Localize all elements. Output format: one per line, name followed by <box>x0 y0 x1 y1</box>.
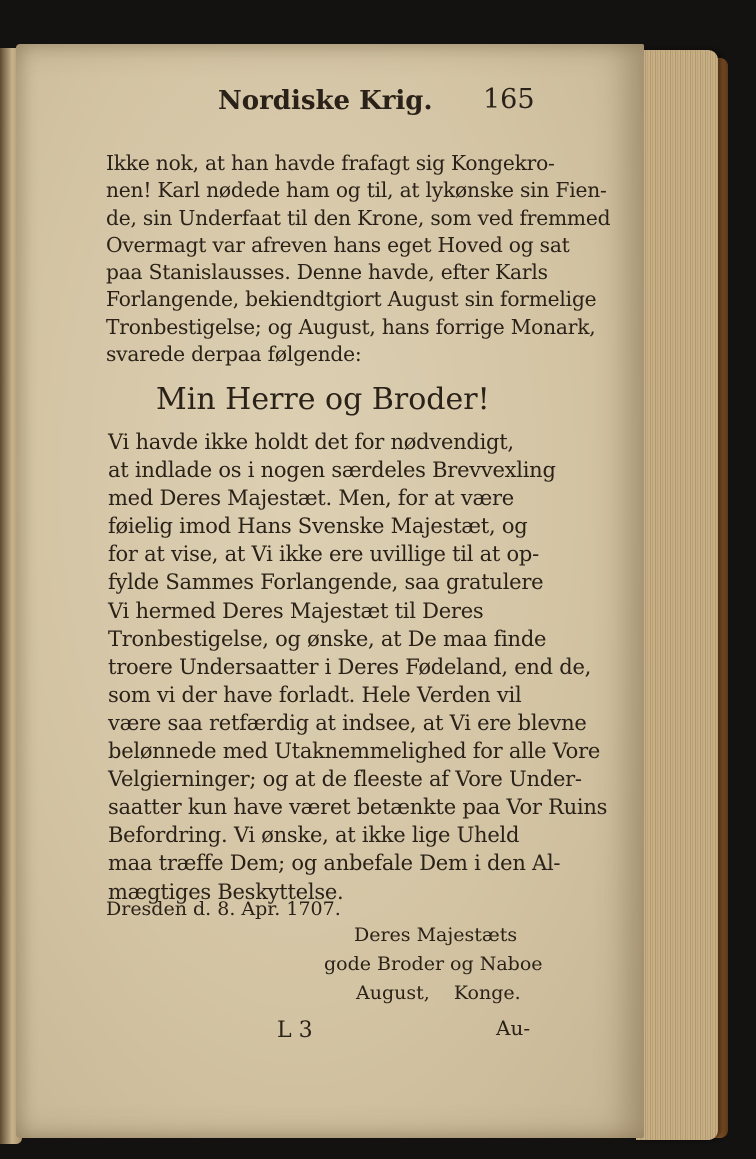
signature-line-3 <box>356 982 521 1004</box>
letter-line: Velgierninger; og at de fleeste af Vore Under- <box>108 767 582 792</box>
text-line: de, sin Underfaat til den Krone, som ved fremmed <box>106 205 611 230</box>
letter-line: at indlade os i nogen særdeles Brevvexling <box>108 458 556 483</box>
page-number: 165 <box>483 84 535 115</box>
letter-line: Tronbestigelse, og ønske, at De maa finde <box>108 626 547 651</box>
letter-line: saatter kun have været betænkte paa Vor Ruins <box>108 795 608 820</box>
letter-line: mægtiges Beskyttelse. <box>108 879 344 904</box>
letter-line: Vi hermed Deres Majestæt til Deres <box>108 598 484 623</box>
signature-title: Konge. <box>453 982 521 1004</box>
letter-line: Vi havde ikke holdt det for nødvendigt, <box>108 430 514 454</box>
text-line: nen! Karl nødede ham og til, at lykønske sin Fien- <box>106 178 607 203</box>
letter-line: Befordring. Vi ønske, at ikke lige Uheld <box>108 823 520 848</box>
signature-line-1: Deres Majestæts <box>354 924 518 946</box>
letter-line: maa træffe Dem; og anbefale Dem i den Al- <box>108 851 561 876</box>
text-line: Tronbestigelse; og August, hans forrige Monark, <box>106 314 596 339</box>
letter-line: belønnede med Utaknemmelighed for alle Vore <box>108 739 601 764</box>
letter-line: troere Undersaatter i Deres Fødeland, end de, <box>108 654 592 679</box>
catchword: Au- <box>496 1016 531 1040</box>
text-line: Ikke nok, at han havde frafagt sig Kongekro- <box>106 151 555 175</box>
signature-line-2: gode Broder og Naboe <box>324 953 543 975</box>
letter-line: føielig imod Hans Svenske Majestæt, og <box>108 514 528 539</box>
letter-line: med Deres Majestæt. Men, for at være <box>108 486 514 511</box>
text-line: Forlangende, bekiendtgiort August sin formelige <box>106 287 597 312</box>
text-line: Overmagt var afreven hans eget Hoved og sat <box>106 232 570 257</box>
letter-line: være saa retfærdig at indsee, at Vi ere blevne <box>108 710 587 735</box>
letter-salutation: Min Herre og Broder! <box>156 382 490 417</box>
text-line: paa Stanislausses. Denne havde, efter Karls <box>106 260 548 285</box>
letter-dateline: Dresden d. 8. Apr. 1707. <box>106 898 341 920</box>
letter-line: som vi der have forladt. Hele Verden vil <box>108 682 522 707</box>
running-title: Nordiske Krig. <box>218 86 433 116</box>
letter-line: for at vise, at Vi ikke ere uvillige til at op- <box>108 542 539 567</box>
letter-line: fylde Sammes Forlangende, saa gratulere <box>108 570 544 595</box>
text-line: svarede derpaa følgende: <box>106 342 362 367</box>
sheet-signature-mark: L 3 <box>277 1018 313 1043</box>
page-block-edges <box>636 50 718 1140</box>
letter-body <box>108 428 608 906</box>
intro-paragraph <box>106 150 611 368</box>
signature-name: August, <box>356 982 430 1004</box>
